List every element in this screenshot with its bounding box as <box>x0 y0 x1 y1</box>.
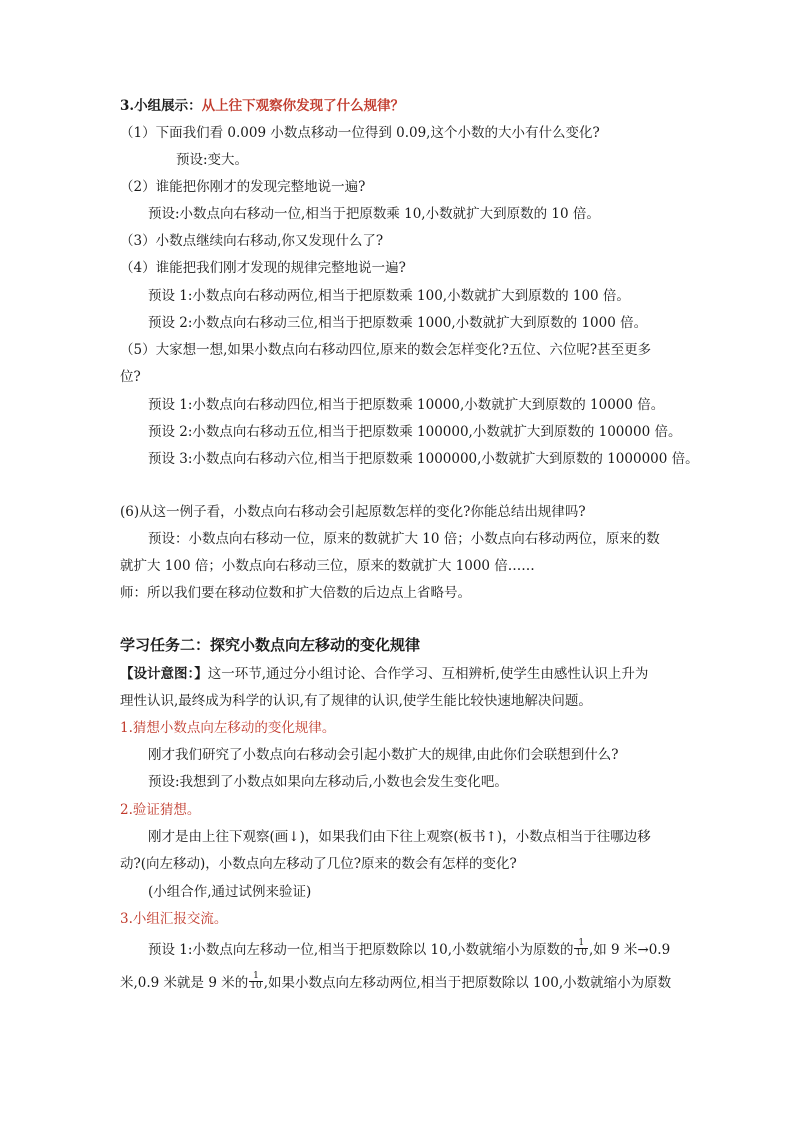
fraction-numerator-2: 1 <box>249 972 262 982</box>
question-5-answer-1: 预设 1:小数点向右移动四位,相当于把原数乘 10000,小数就扩大到原数的 10000 倍。 <box>148 397 665 413</box>
step-3-answer-line-2-text-a: 米,0.9 米就是 9 米的 <box>120 975 249 991</box>
step-3-answer-line-2 <box>120 973 671 993</box>
question-5-line-1: （5）大家想一想,如果小数点向右移动四位,原来的数会怎样变化?五位、六位呢?甚至更多 <box>120 342 652 358</box>
step-3-title: 3.小组汇报交流。 <box>120 911 228 927</box>
step-3-answer-line-2-text-b: ,如果小数点向左移动两位,相当于把原数除以 100,小数就缩小为原数 <box>263 975 672 991</box>
question-4-answer-2: 预设 2:小数点向右移动三位,相当于把原数乘 1000,小数就扩大到原数的 1000 倍。 <box>148 315 648 331</box>
step-1-answer: 预设:我想到了小数点如果向左移动后,小数也会发生变化吧。 <box>148 774 508 790</box>
question-4-answer-1: 预设 1:小数点向右移动两位,相当于把原数乘 100,小数就扩大到原数的 100 倍。 <box>148 288 630 304</box>
design-intent-text: 这一环节,通过分小组讨论、合作学习、互相辨析,使学生由感性认识上升为 <box>207 666 649 682</box>
step-3-answer-line-1-text-b: ,如 9 米→0.9 <box>588 942 671 958</box>
step-3-answer-line-1-text-a: 预设 1:小数点向左移动一位,相当于把原数除以 10,小数就缩小为原数的 <box>148 942 574 958</box>
step-3-answer-line-1 <box>148 940 670 960</box>
fraction-numerator: 1 <box>574 939 587 949</box>
step-1-question: 刚才我们研究了小数点向右移动会引起小数扩大的规律,由此你们会联想到什么? <box>148 747 619 763</box>
fraction-denominator-2: 10 <box>250 981 262 991</box>
fraction-denominator: 10 <box>575 948 587 958</box>
question-1-answer: 预设:变大。 <box>176 152 249 168</box>
section-title-prefix: 3.小组展示： <box>120 98 202 114</box>
question-5-line-2: 位? <box>120 369 141 385</box>
task-heading: 学习任务二：探究小数点向左移动的变化规律 <box>120 636 421 654</box>
question-3: （3）小数点继续向右移动,你又发现什么了? <box>120 233 384 249</box>
design-intent-line-2: 理性认识,最终成为科学的认识,有了规律的认识,使学生能比较快速地解决问题。 <box>120 693 592 709</box>
question-2: （2）谁能把你刚才的发现完整地说一遍? <box>120 179 366 195</box>
question-6-answer-line-1: 预设：小数点向右移动一位，原来的数就扩大 10 倍；小数点向右移动两位，原来的数 <box>148 531 660 547</box>
step-2-line-1: 刚才是由上往下观察(画↓)，如果我们由下往上观察(板书↑)，小数点相当于往哪边移 <box>148 829 651 845</box>
question-2-answer: 预设:小数点向右移动一位,相当于把原数乘 10,小数就扩大到原数的 10 倍。 <box>148 206 600 222</box>
step-1-title: 1.猜想小数点向左移动的变化规律。 <box>120 720 336 736</box>
question-5-answer-3: 预设 3:小数点向右移动六位,相当于把原数乘 1000000,小数就扩大到原数的 1000000 倍。 <box>148 451 699 467</box>
fraction-one-tenth-2 <box>249 972 262 991</box>
step-2-note: (小组合作,通过试例来验证) <box>148 884 312 900</box>
step-2-title: 2.验证猜想。 <box>120 802 201 818</box>
question-6-answer-line-2: 就扩大 100 倍；小数点向右移动三位，原来的数就扩大 1000 倍…… <box>120 558 535 574</box>
step-2-line-2: 动?(向左移动)，小数点向左移动了几位?原来的数会有怎样的变化? <box>120 856 517 872</box>
design-intent-line-1 <box>120 664 648 684</box>
question-5-answer-2: 预设 2:小数点向右移动五位,相当于把原数乘 100000,小数就扩大到原数的 100000 倍。 <box>148 424 682 440</box>
section-title <box>120 96 404 116</box>
question-1: （1）下面我们看 0.009 小数点移动一位得到 0.09,这个小数的大小有什么变化? <box>120 125 600 141</box>
section-title-question: 从上往下观察你发现了什么规律？ <box>201 98 405 114</box>
question-6: (6)从这一例子看，小数点向右移动会引起原数怎样的变化?你能总结出规律吗? <box>120 504 586 520</box>
fraction-one-tenth <box>574 939 587 958</box>
question-4: （4）谁能把我们刚才发现的规律完整地说一遍? <box>120 260 406 276</box>
design-intent-label: 【设计意图：】 <box>120 666 208 682</box>
teacher-remark: 师：所以我们要在移动位数和扩大倍数的后边点上省略号。 <box>120 585 471 601</box>
